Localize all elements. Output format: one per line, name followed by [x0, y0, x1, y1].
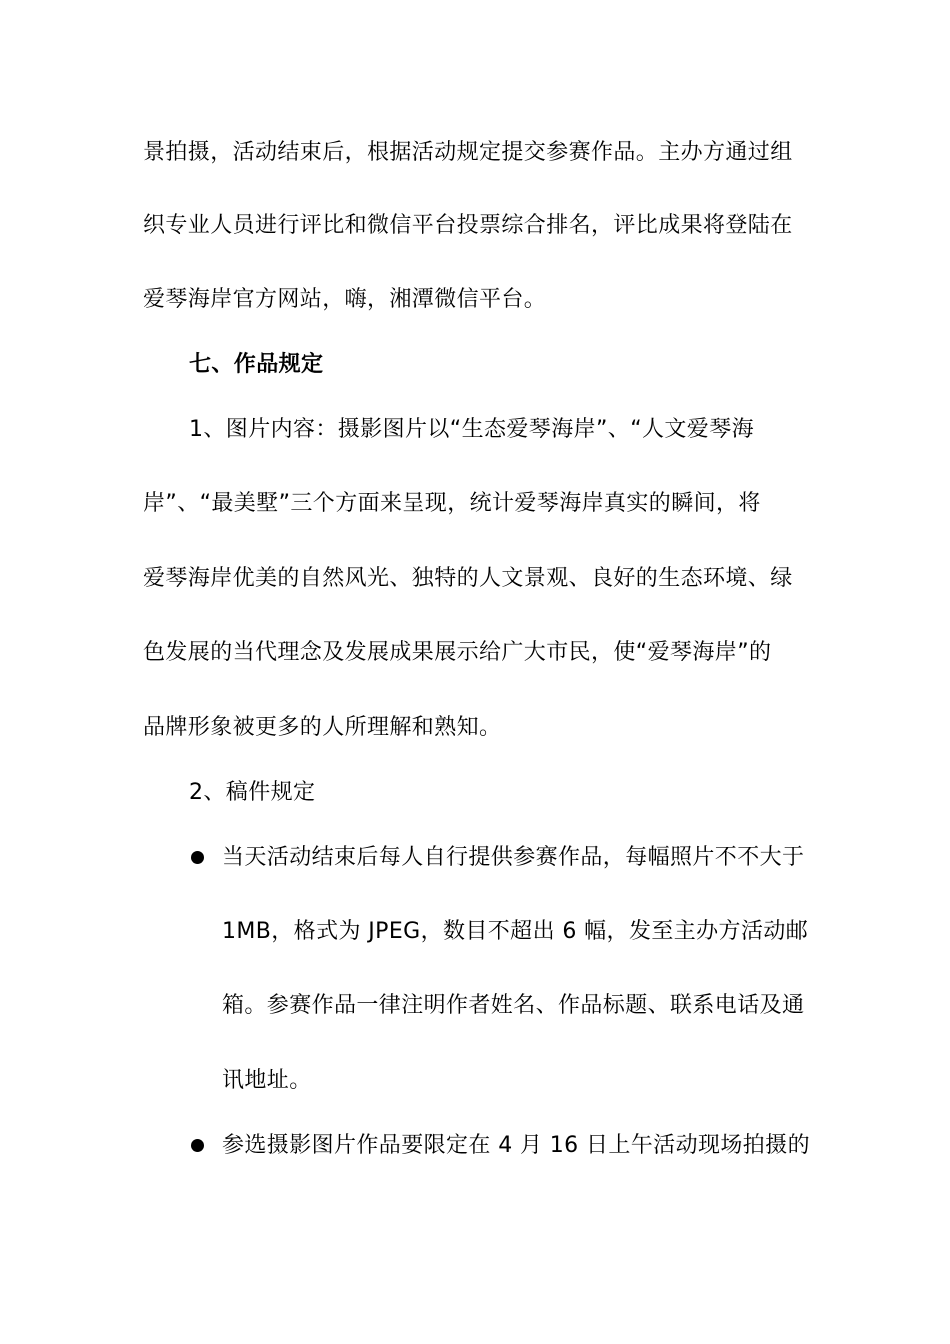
bullet-dot-icon [191, 1139, 204, 1152]
paragraph-line: 色发展的当代理念及发展成果展示给广大市民，使“爱琴海岸”的 [143, 640, 772, 665]
section-heading: 七、作品规定 [189, 352, 324, 377]
paragraph-line: 织专业人员进行评比和微信平台投票综合排名，评比成果将登陆在 [143, 213, 793, 238]
bullet-line: 参选摄影图片作品要限定在 4 月 16 日上午活动现场拍摄的 [222, 1133, 810, 1158]
bullet-line: 箱。参赛作品一律注明作者姓名、作品标题、联系电话及通 [222, 993, 805, 1018]
paragraph-line: 1、图片内容：摄影图片以“生态爱琴海岸”、“人文爱琴海 [189, 417, 754, 442]
bullet-line: 讯地址。 [222, 1068, 312, 1093]
subsection-heading: 2、稿件规定 [189, 780, 316, 805]
bullet-line: 当天活动结束后每人自行提供参赛作品，每幅照片不不大于 [222, 845, 805, 870]
paragraph-line: 爱琴海岸官方网站，嗨，湘潭微信平台。 [143, 287, 547, 312]
paragraph-line: 岸”、“最美墅”三个方面来呈现，统计爱琴海岸真实的瞬间，将 [143, 491, 761, 516]
bullet-dot-icon [191, 851, 204, 864]
paragraph-line: 爱琴海岸优美的自然风光、独特的人文景观、良好的生态环境、绿 [143, 566, 793, 591]
paragraph-line: 景拍摄，活动结束后，根据活动规定提交参赛作品。主办方通过组 [143, 140, 793, 165]
paragraph-line: 品牌形象被更多的人所理解和熟知。 [143, 715, 502, 740]
bullet-line: 1MB，格式为 JPEG，数目不超出 6 幅，发至主办方活动邮 [222, 919, 809, 944]
